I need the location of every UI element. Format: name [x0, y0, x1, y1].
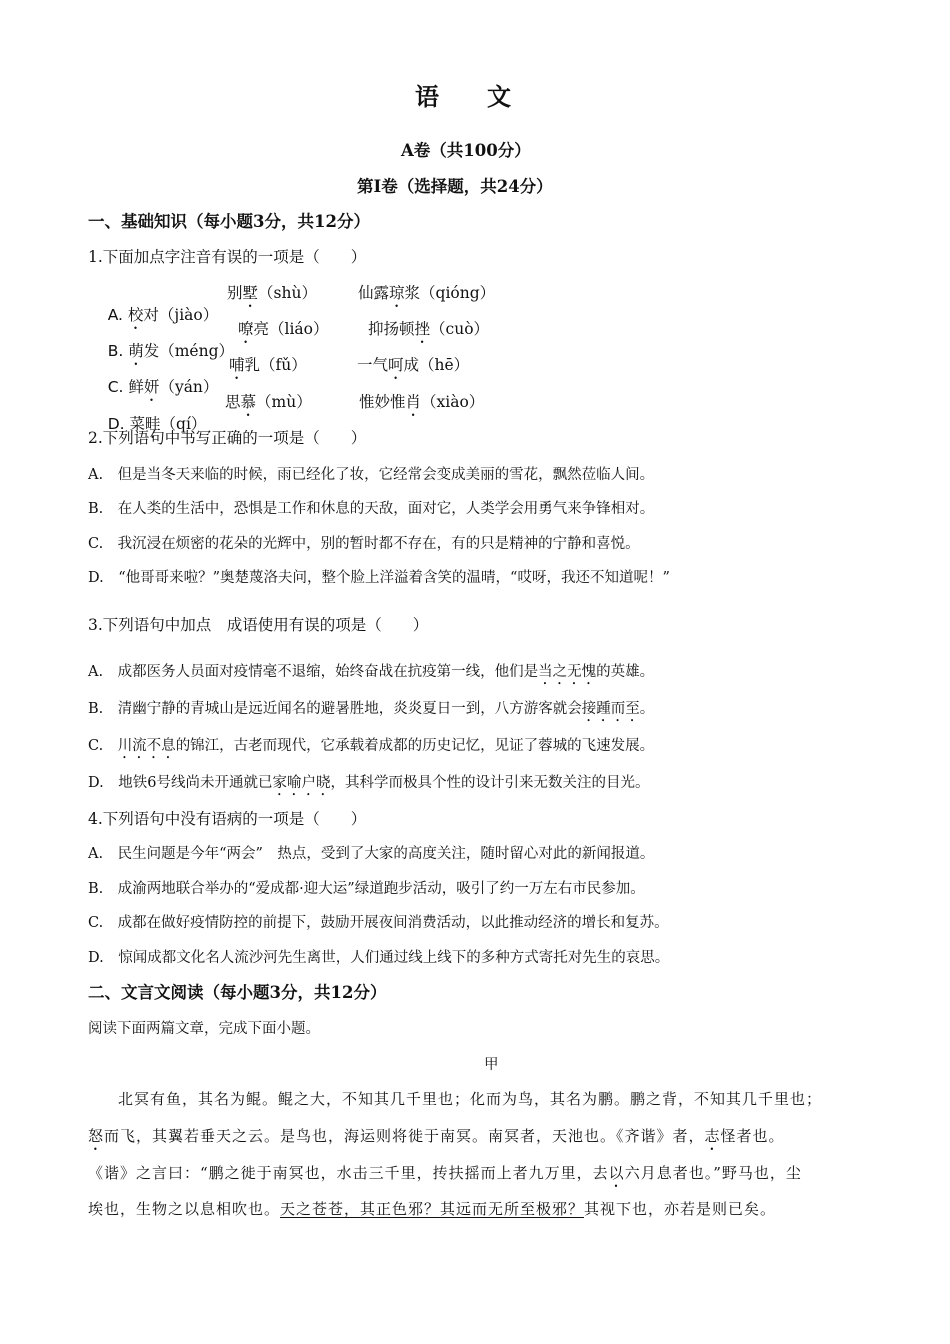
text: 亮（liáo） [253, 320, 329, 338]
text: B. 清幽宁静的青城山是远近闻名的避暑胜地，炎炎夏日一到，八方游客就会 [88, 701, 582, 717]
dotted-char: 哺 [229, 356, 245, 374]
q1-stem: 1.下面加点字注音有误的一项是（ ） [88, 248, 367, 266]
text: A. 成都医务人员面对疫情毫不退缩，始终奋战在抗疫第一线，他们是 [88, 664, 539, 680]
q1-option-c-2 [229, 354, 307, 383]
dotted-char: 嘹 [238, 320, 254, 338]
text: 别 [227, 284, 243, 302]
dotted-char: 肖 [405, 393, 422, 411]
text: 的英雄。 [596, 664, 655, 680]
text: 一气 [357, 356, 389, 374]
text: C. [88, 738, 118, 754]
text: D. 地铁6号线尚未开通就已 [88, 775, 273, 791]
volume-a-heading: A卷（共100分） [401, 141, 531, 160]
passage-jia-label: 甲 [484, 1057, 499, 1073]
q1-option-d-2 [225, 391, 312, 420]
text: 埃也，生物之以息相吹也。 [88, 1200, 281, 1218]
text: 发（méng） [143, 342, 235, 360]
text: 对（jiào） [143, 306, 219, 324]
text: （yán） [159, 378, 219, 396]
text: 乳（fǔ） [244, 356, 307, 374]
passage-line-1: 北冥有鱼，其名为鲲。鲲之大，不知其几千里也；化而为鸟，其名为鹏。鹏之背，不知其几千里也； [118, 1090, 823, 1108]
dotted-idiom: 家喻户晓 [272, 775, 331, 791]
text: （shù） [258, 284, 317, 302]
text: 而飞，其翼若垂天之云。是鸟也，海运则将徙于南冥。南冥者，天池也。《齐谐》者， [104, 1127, 705, 1145]
q4-option-c: C. 成都在做好疫情防控的前提下，鼓励开展夜间消费活动，以此推动经济的增长和复苏。 [88, 915, 669, 931]
q4-option-b: B. 成渝两地联合举办的“爱成都·迎大运”绿道跑步活动，吸引了约一万左右市民参加。 [88, 881, 645, 897]
dotted-char: 妍 [143, 378, 160, 396]
q2-option-b: B. 在人类的生活中，恐惧是工作和休息的天敌，面对它，人类学会用勇气来争锋相对。 [88, 501, 655, 517]
text: 的锦江，古老而现代，它承载着成都的历史记忆，见证了蓉城的飞速发展。 [175, 738, 655, 754]
q2-option-d: D. “他哥哥来啦？”奥楚蔑洛夫问，整个脸上洋溢着含笑的温晴，“哎呀，我还不知道呢！” [88, 570, 670, 586]
q1-option-b-2 [238, 318, 329, 347]
q3-option-c [88, 735, 654, 762]
text: 《谐》之言曰：“鹏之徙于南冥也，水击三千里，抟扶摇而上者九万里，去 [88, 1164, 609, 1182]
q1-option-d-3 [359, 391, 484, 420]
text: ，其科学而极具个性的设计引来无数关注的目光。 [330, 775, 650, 791]
text: 成（hē） [403, 356, 470, 374]
dotted-char: 校 [127, 306, 144, 324]
text: 怪者也。 [720, 1127, 785, 1145]
text: 六月息者也。”野马也，尘 [624, 1164, 802, 1182]
q1-option-c-3 [357, 354, 469, 383]
passage-line-2 [88, 1125, 785, 1154]
q2-option-a: A. 但是当冬天来临的时候，雨已经化了妆，它经常会变成美丽的雪花，飘然莅临人间。 [88, 467, 655, 483]
dotted-char: 呵 [388, 356, 404, 374]
q3-option-a [88, 661, 654, 688]
q2-option-c: C. 我沉浸在烦密的花朵的光辉中，别的暂时都不存在，有的只是精神的宁静和喜悦。 [88, 536, 640, 552]
section1-heading: 一、基础知识（每小题3分，共12分） [88, 212, 370, 231]
text: 其视下也，亦若是则已矣。 [584, 1200, 777, 1218]
dotted-char: 琼 [389, 284, 405, 302]
q1-option-a-3 [358, 282, 495, 311]
dotted-char: 萌 [128, 342, 144, 360]
dotted-char: 志 [704, 1127, 721, 1145]
q3-option-b [88, 698, 654, 725]
text: 浆（qióng） [404, 284, 496, 302]
section2-heading: 二、文言文阅读（每小题3分，共12分） [88, 983, 387, 1002]
passage-line-3 [88, 1162, 802, 1191]
text: （mù） [256, 393, 312, 411]
underlined-sentence: 天之苍苍，其正色邪？其远而无所至极邪？ [280, 1200, 585, 1218]
section2-intro: 阅读下面两篇文章，完成下面小题。 [88, 1021, 320, 1037]
page-title: 语 文 [415, 82, 511, 111]
option-label: A. [107, 306, 128, 324]
q1-option-a-2 [227, 282, 317, 311]
dotted-char: 以 [608, 1164, 625, 1182]
q3-stem: 3.下列语句中加点 成语使用有误的项是（ ） [88, 616, 429, 634]
text: 抑扬顿 [368, 320, 415, 338]
dotted-idiom: 接踵而至 [581, 701, 640, 717]
text: （cuò） [430, 320, 490, 338]
dotted-char: 怒 [88, 1127, 105, 1145]
q4-option-d: D. 惊闻成都文化名人流沙河先生离世，人们通过线上线下的多种方式寄托对先生的哀思。 [88, 950, 670, 966]
q1-option-b-3 [368, 318, 489, 347]
passage-line-4 [88, 1198, 776, 1220]
dotted-char: 墅 [242, 284, 259, 302]
dotted-char: 畦 [145, 415, 161, 433]
text: （qí） [160, 415, 207, 433]
q3-option-d [88, 772, 649, 799]
part-one-heading: 第Ⅰ卷（选择题，共24分） [357, 177, 553, 196]
text: （xiào） [421, 393, 485, 411]
text: 惟妙惟 [359, 393, 406, 411]
option-label: B. [107, 342, 129, 360]
dotted-char: 慕 [240, 393, 257, 411]
text: 。 [639, 701, 655, 717]
q2-stem: 2.下列语句中书写正确的一项是（ ） [88, 429, 367, 447]
q4-option-a: A. 民生问题是今年“两会” 热点，受到了大家的高度关注，随时留心对此的新闻报道。 [88, 846, 655, 862]
text: 鲜 [128, 378, 144, 396]
dotted-idiom: 川流不息 [117, 738, 176, 754]
text: 思 [225, 393, 241, 411]
text: 仙露 [358, 284, 390, 302]
dotted-char: 挫 [414, 320, 431, 338]
dotted-idiom: 当之无愧 [538, 664, 597, 680]
q4-stem: 4.下列语句中没有语病的一项是（ ） [88, 810, 367, 828]
option-label: C. [107, 378, 129, 396]
text: 菜 [129, 415, 146, 433]
option-label: D. [107, 415, 130, 433]
